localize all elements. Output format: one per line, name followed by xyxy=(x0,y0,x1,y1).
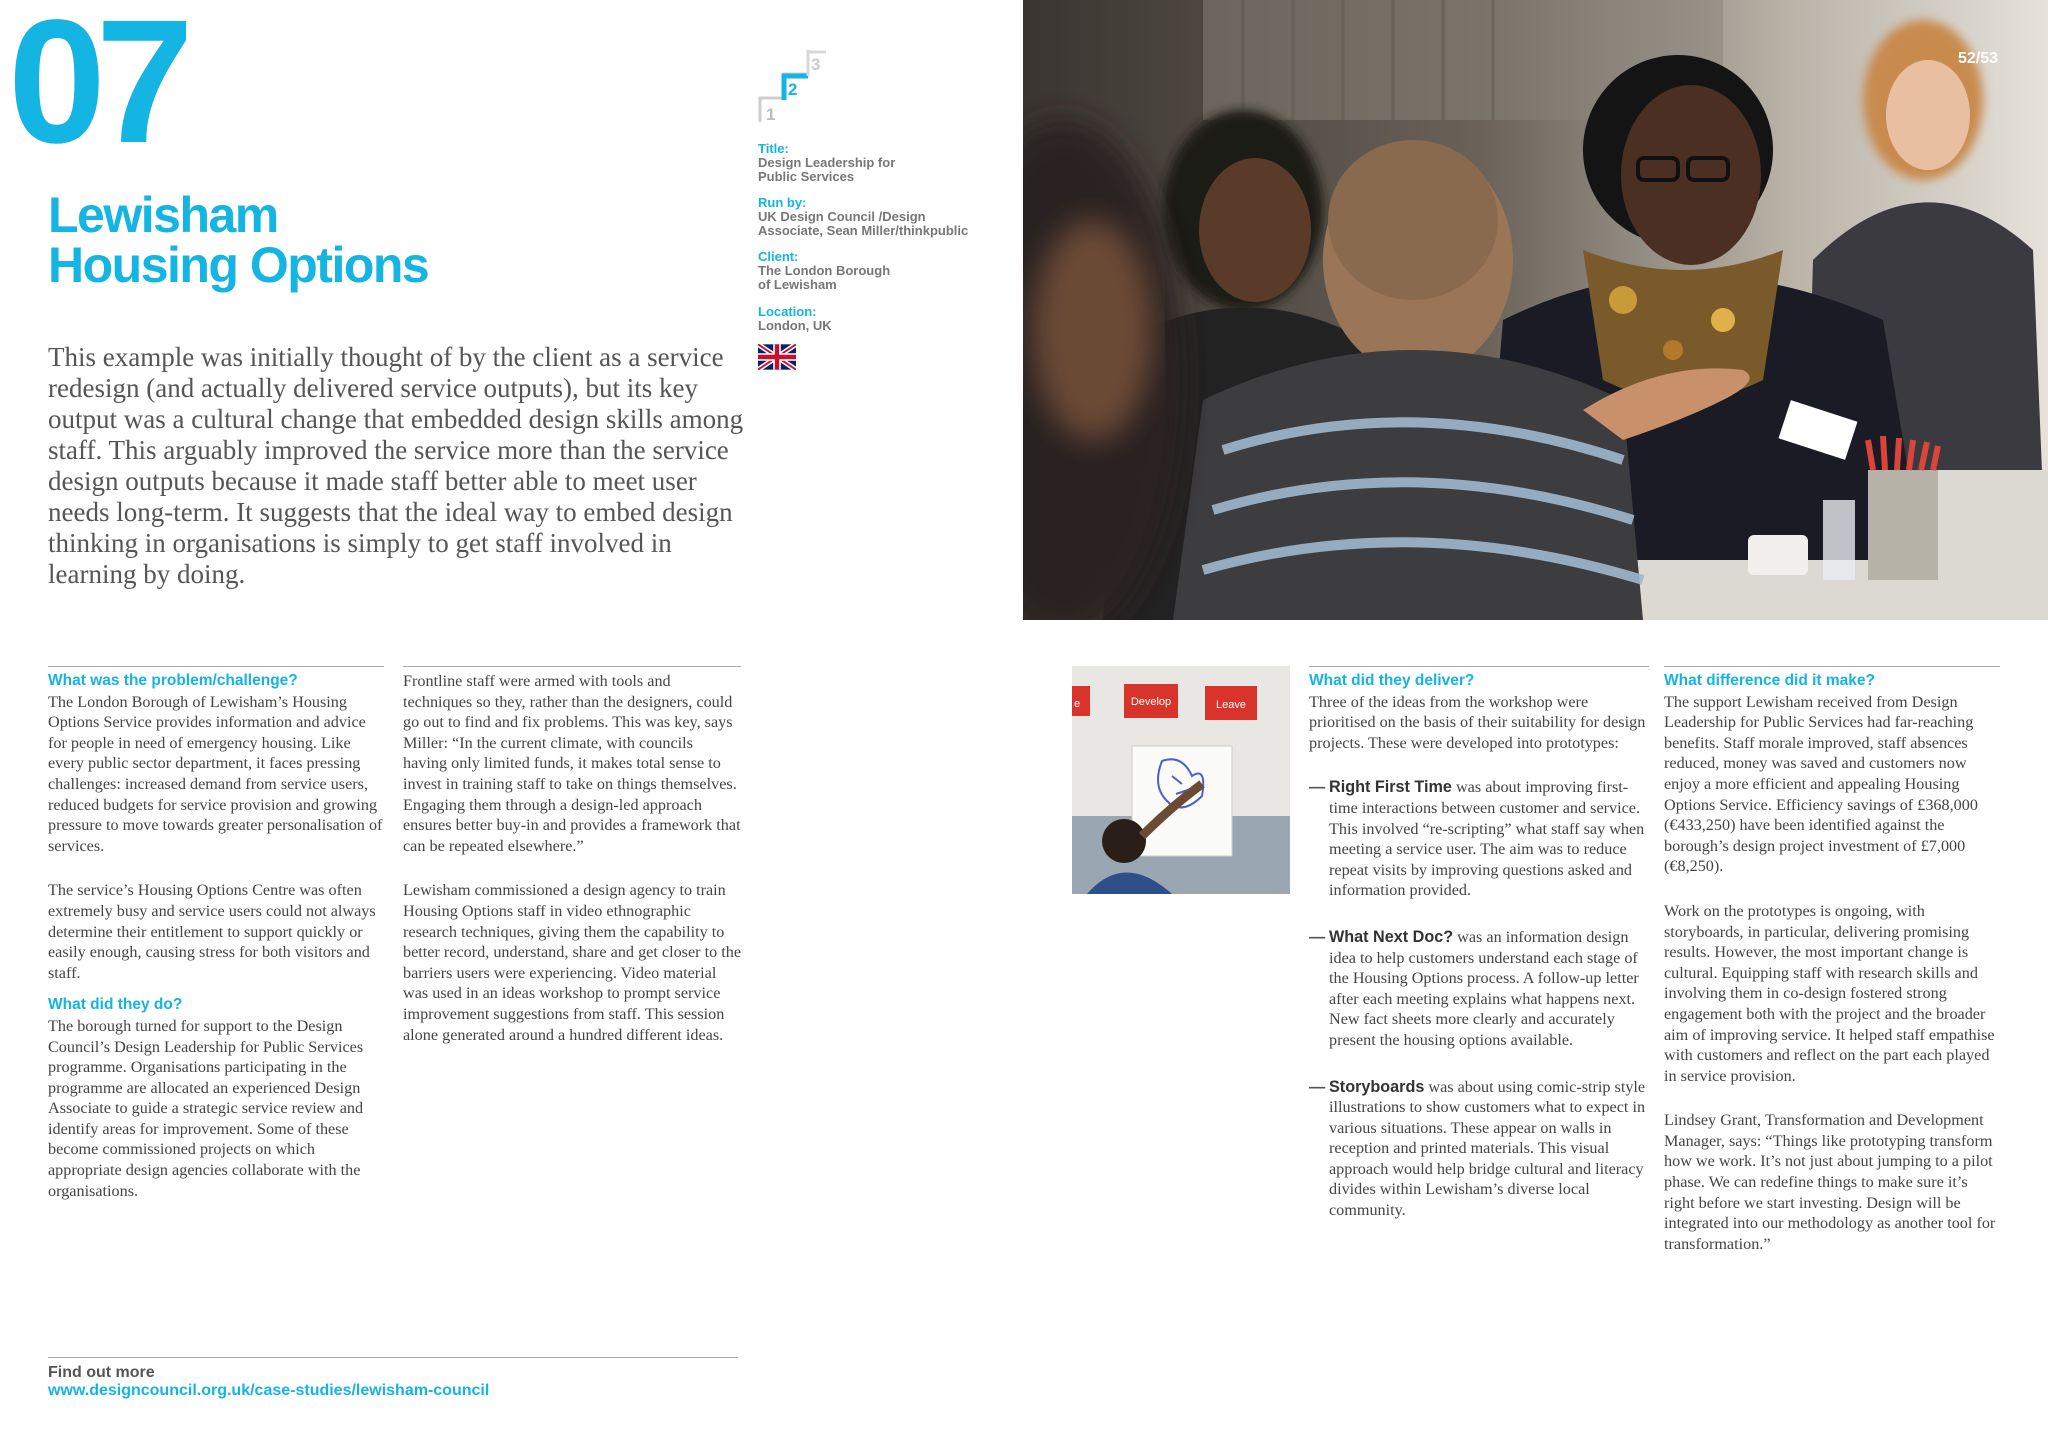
column-rule xyxy=(48,666,384,667)
bullet-what-next-doc xyxy=(1309,927,1649,1051)
page-title xyxy=(48,187,429,293)
heading-problem: What was the problem/challenge? xyxy=(48,672,298,689)
card-develop-label: Develop xyxy=(1130,696,1172,708)
column-rule xyxy=(1664,666,2000,667)
column-rule xyxy=(403,666,741,667)
col4-paragraph-3: Lindsey Grant, Transformation and Development Manager, says: “Things like prototyping transform how we work. It’s not just about jumping to a pilot phase. We can redefine things to make sure it’s right before we start investing. Design will be integrated into our methodology as another tool for transformation.” xyxy=(1664,1111,1996,1253)
find-out-more xyxy=(48,1357,738,1400)
dash-marker: — xyxy=(1309,927,1326,946)
col2-paragraph-2: Lewisham commissioned a design agency to train Housing Options staff in video ethnographic research techniques, giving them the capability to better record, understand, share and get closer to the barriers users were experiencing. Video material was used in an ideas workshop to prompt service improvement suggestions from staff. This session alone generated around a hundred different ideas. xyxy=(403,881,742,1044)
case-study-link[interactable]: www.designcouncil.org.uk/case-studies/lewisham-council xyxy=(48,1382,490,1399)
meta-title-value: Design Leadership for Public Services xyxy=(758,155,896,184)
whiteboard-photo xyxy=(1072,666,1290,894)
page-title-line1: Lewisham xyxy=(48,187,278,243)
heading-difference: What difference did it make? xyxy=(1664,672,1876,689)
heading-deliver: What did they deliver? xyxy=(1309,672,1475,689)
step-3-label: 3 xyxy=(811,55,821,74)
meta-run-by xyxy=(758,196,998,238)
step-2-label: 2 xyxy=(788,80,798,99)
column-rule xyxy=(1309,666,1649,667)
uk-flag-icon xyxy=(758,344,796,370)
meta-title-label: Title: xyxy=(758,141,789,156)
bullet-right-first-time xyxy=(1309,777,1649,901)
card-leave-label: Leave xyxy=(1216,699,1246,711)
col1-paragraph-2: The service’s Housing Options Centre was often extremely busy and service users could not always determine their entitlement to support quickly or easily enough, causing stress for both visitors and staff. xyxy=(48,881,376,982)
dash-marker: — xyxy=(1309,778,1326,797)
dash-marker: — xyxy=(1309,1077,1326,1096)
heading-what-did-they-do: What did they do? xyxy=(48,996,183,1014)
column-4 xyxy=(1664,666,2000,1254)
col4-paragraph-2: Work on the prototypes is ongoing, with storyboards, in particular, delivering promising results. However, the most important change is cultural. Equipping staff with research skills and involving them in co-design fostered strong engagement both with the project and the broader aim of improving service. It helped staff empathise with customers and reflect on the part each played in service provision. xyxy=(1664,901,1995,1085)
bullet-storyboards xyxy=(1309,1077,1649,1221)
card-1-label: e xyxy=(1074,698,1081,710)
bullet-text: was about using comic-strip style illustrations to show customers what to expect in various situations. These appear on walls in reception and printed materials. This visual approach would help bridge cultural and literacy divides within Lewisham’s diverse local community. xyxy=(1329,1077,1646,1220)
bullet-text: was an information design idea to help customers understand each stage of the Housing Options process. A follow-up letter after each meeting explains what happens next. New fact sheets more clearly and accurately present the housing options available. xyxy=(1329,927,1639,1049)
column-1 xyxy=(48,666,384,1201)
bullet-title: What Next Doc? xyxy=(1329,927,1454,946)
meta-location-value: London, UK xyxy=(758,318,832,333)
bullet-title: Storyboards xyxy=(1329,1077,1425,1096)
step-1-label: 1 xyxy=(766,105,776,124)
meta-title xyxy=(758,142,998,184)
col2-paragraph-1: Frontline staff were armed with tools and techniques so they, rather than the designers, could go out to find and fix problems. This was key, says Miller: “In the current climate, with councils having only limited funds, it makes total sense to invest in training staff to take on things themselves. Engaging them through a design-led approach ensures better buy-in and provides a framework that can be repeated elsewhere.” xyxy=(403,672,741,855)
col4-paragraph-1: The support Lewisham received from Design Leadership for Public Services had far-reaching benefits. Staff morale improved, staff absences reduced, money was saved and customers now enjoy a more efficient and appealing Housing Options Service. Efficiency savings of £368,000 (€433,250) have been identified against the borough’s design project investment of £7,000 (€8,250). xyxy=(1664,692,1978,876)
meta-location-label: Location: xyxy=(758,304,817,319)
meta-client-value: The London Borough of Lewisham xyxy=(758,263,891,292)
steps-icon xyxy=(758,48,828,124)
meta-run-value: UK Design Council /Design Associate, Sean Miller/thinkpublic xyxy=(758,209,969,238)
meta-location xyxy=(758,305,998,333)
bullet-title: Right First Time xyxy=(1329,778,1452,797)
find-out-more-label: Find out more xyxy=(48,1364,155,1381)
column-2 xyxy=(403,666,741,1045)
meta-client xyxy=(758,250,998,292)
page-number: 52/53 xyxy=(1957,50,1998,67)
bullet-text: was about improving first-time interactions between customer and service. This involved “re-scripting” what staff say when meeting a service user. The aim was to reduce repeat visits by improving questions asked and information provided. xyxy=(1329,778,1645,900)
intro-paragraph: This example was initially thought of by the client as a service redesign (and actually delivered service outputs), but its key output was a cultural change that embedded design skills among staff. This arguably improved the service more than the service design outputs because it made staff better able to meet user needs long-term. It suggests that the ideal way to embed design thinking in organisations is simply to get staff involved in learning by doing. xyxy=(48,342,744,589)
col1-paragraph-3: The borough turned for support to the Design Council’s Design Leadership for Public Services programme. Organisations participating in the programme are allocated an experienced Design Associate to guide a strategic service review and identify areas for improvement. Some of these become commissioned projects on which appropriate design agencies collaborate with the organisations. xyxy=(48,1016,364,1200)
meta-client-label: Client: xyxy=(758,249,799,264)
meta-run-label: Run by: xyxy=(758,195,807,210)
column-3 xyxy=(1309,666,1649,1221)
chapter-number: 07 xyxy=(8,0,184,180)
col1-paragraph-1: The London Borough of Lewisham’s Housing Options Service provides information and advice for people in need of emergency housing. Like every public sector department, it faces pressing challenges: increased demand from service users, reduced budgets for service provision and growing pressure to move towards greater personalisation of services. xyxy=(48,692,383,855)
workshop-photo xyxy=(1023,0,2048,620)
page-title-line2: Housing Options xyxy=(48,237,429,293)
col3-paragraph-1: Three of the ideas from the workshop were prioritised on the basis of their suitability for design projects. These were developed into prototypes: xyxy=(1309,692,1646,752)
